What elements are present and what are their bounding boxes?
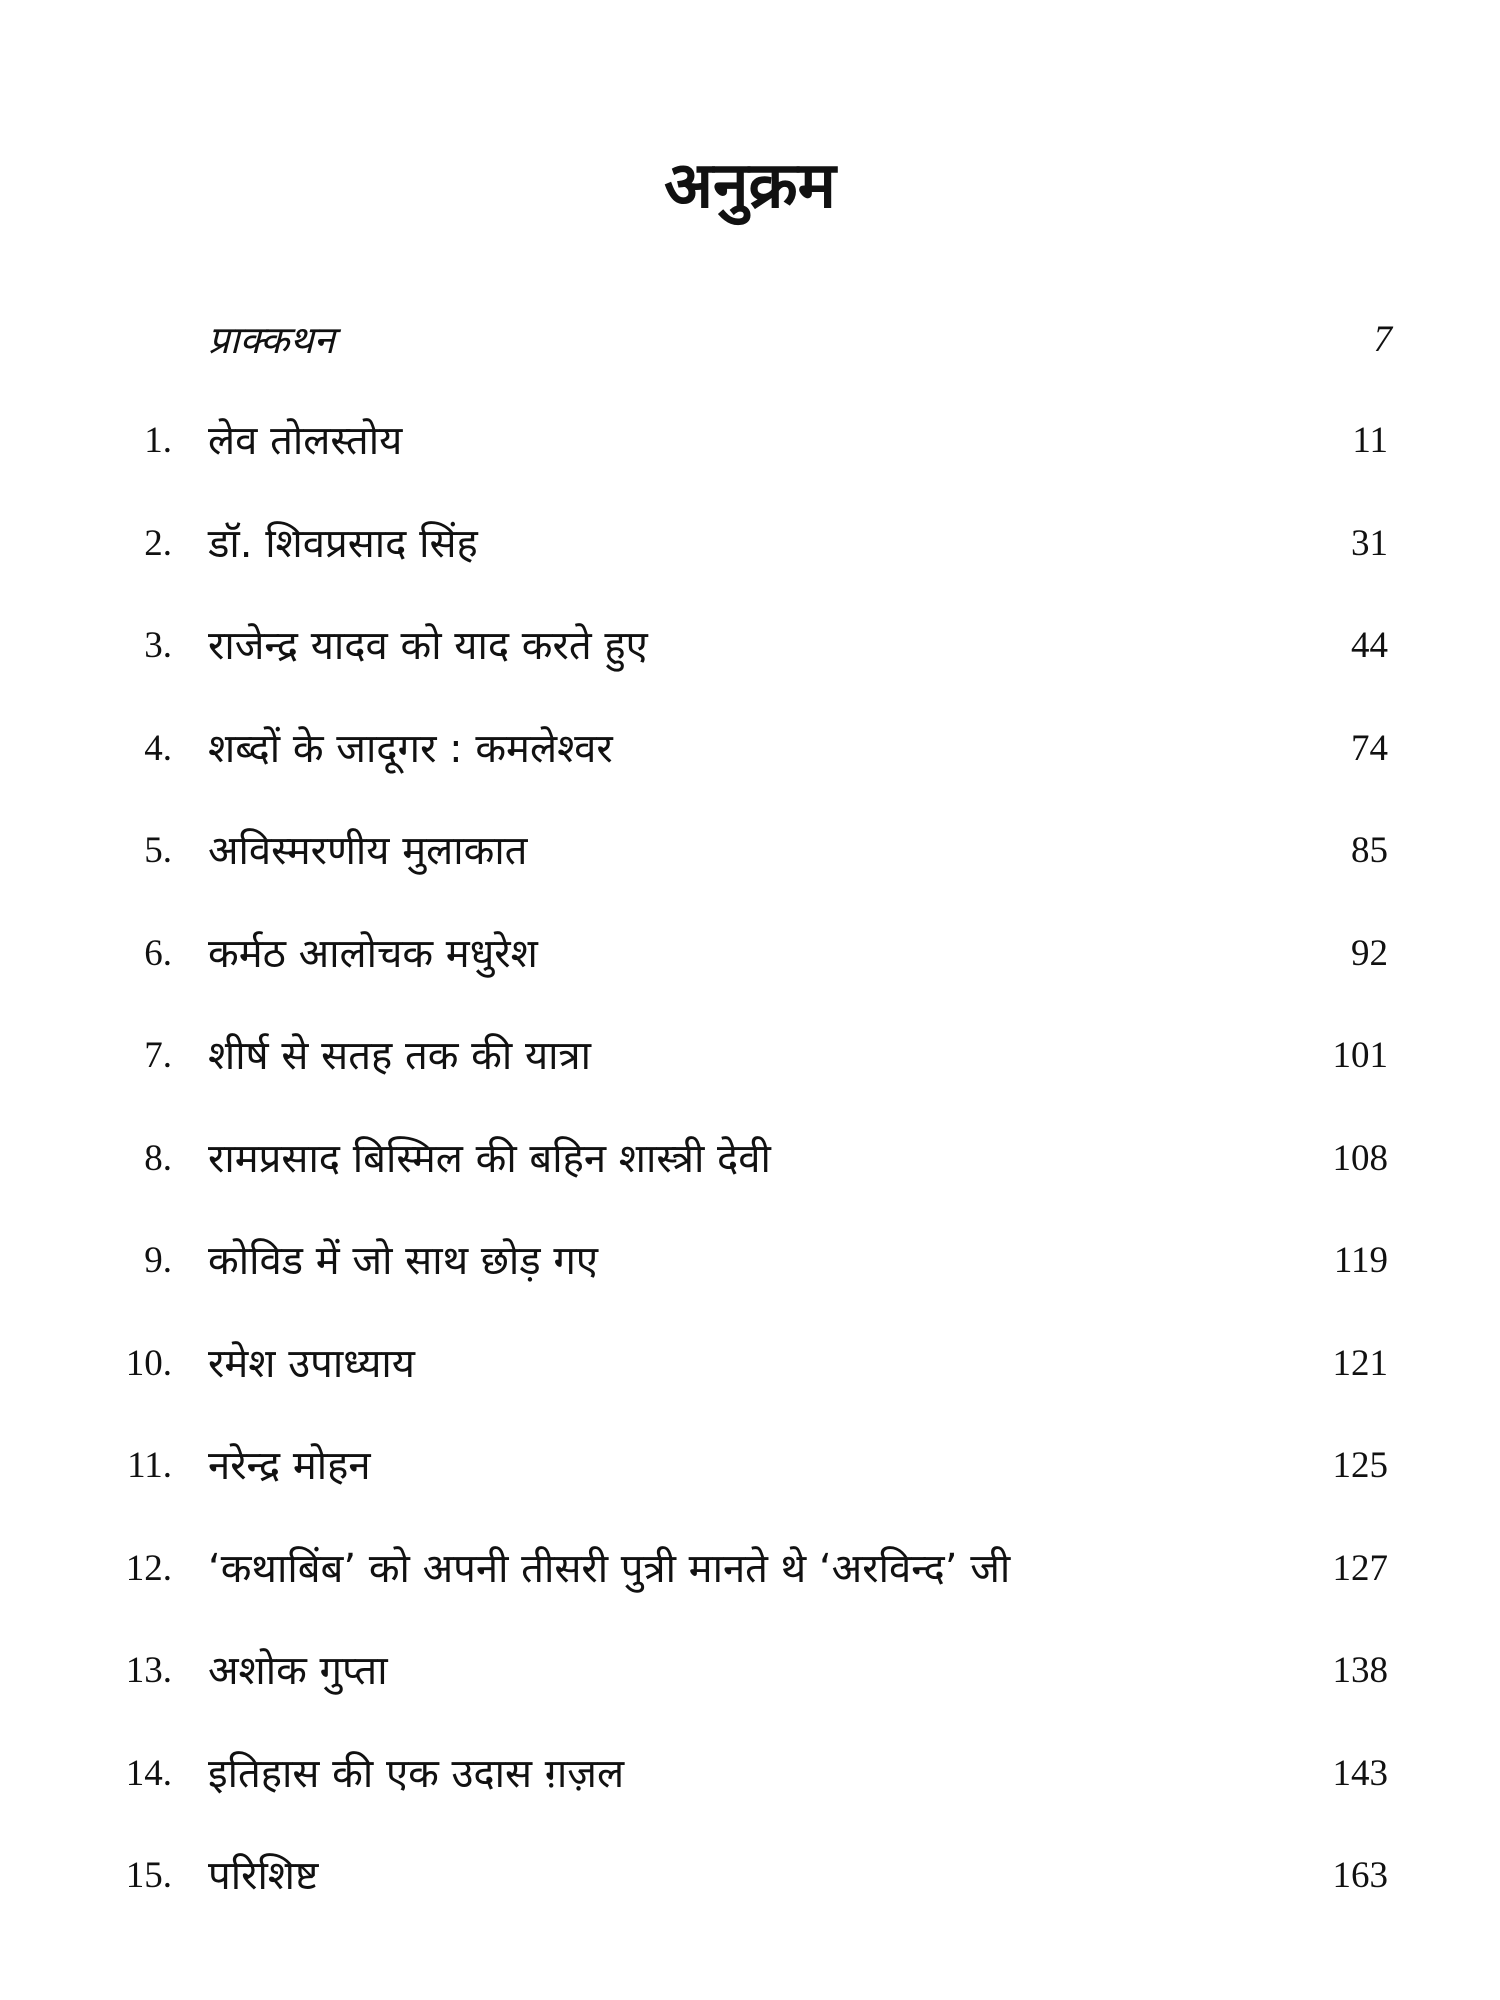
toc-entry-number: 7. bbox=[144, 1035, 172, 1076]
toc-entry-title: कर्मठ आलोचक मधुरेश bbox=[208, 931, 538, 977]
toc-entry-number: 3. bbox=[144, 625, 172, 666]
toc-entry bbox=[0, 1636, 1500, 1706]
toc-entry-page: 92 bbox=[1351, 933, 1388, 974]
toc-entry-title: ‘कथाबिंब’ को अपनी तीसरी पुत्री मानते थे ‘अरविन्द’ जी bbox=[208, 1546, 1011, 1592]
toc-entry bbox=[0, 1841, 1500, 1911]
toc-entry-title: डॉ. शिवप्रसाद सिंह bbox=[208, 521, 478, 567]
toc-entry-title: रामप्रसाद बिस्मिल की बहिन शास्त्री देवी bbox=[208, 1136, 771, 1182]
toc-entry-number: 15. bbox=[125, 1855, 172, 1896]
toc-entry-title: नरेन्द्र मोहन bbox=[208, 1443, 371, 1489]
toc-entry-page: 108 bbox=[1332, 1138, 1388, 1179]
toc-entry-number: 10. bbox=[125, 1343, 172, 1384]
toc-entry-number: 13. bbox=[125, 1650, 172, 1691]
toc-entry bbox=[0, 1534, 1500, 1604]
toc-entry-page: 74 bbox=[1351, 728, 1388, 769]
toc-entry bbox=[0, 919, 1500, 989]
toc-entry bbox=[0, 1739, 1500, 1809]
toc-entry-page: 121 bbox=[1332, 1343, 1388, 1384]
toc-entry-number: 6. bbox=[144, 933, 172, 974]
toc-entry-page: 119 bbox=[1333, 1240, 1388, 1281]
toc-entry-number: 4. bbox=[144, 728, 172, 769]
toc-entry-number: 5. bbox=[144, 830, 172, 871]
toc-entry-page: 7 bbox=[1373, 319, 1392, 360]
toc-entry bbox=[0, 1431, 1500, 1501]
toc-entry-title: इतिहास की एक उदास ग़ज़ल bbox=[208, 1751, 625, 1797]
toc-entry-page: 101 bbox=[1332, 1035, 1388, 1076]
page-title: अनुक्रम bbox=[664, 148, 836, 223]
toc-entry-page: 85 bbox=[1351, 830, 1388, 871]
toc-entry bbox=[0, 816, 1500, 886]
toc-entry-number: 12. bbox=[125, 1548, 172, 1589]
toc-entry-number: 11. bbox=[127, 1445, 172, 1486]
toc-entry bbox=[0, 406, 1500, 476]
toc-entry-page: 125 bbox=[1332, 1445, 1388, 1486]
toc-entry bbox=[0, 1021, 1500, 1091]
toc-entry-title: कोविड में जो साथ छोड़ गए bbox=[208, 1238, 599, 1284]
toc-entry-title: परिशिष्ट bbox=[208, 1853, 319, 1899]
toc-entry bbox=[0, 714, 1500, 784]
toc-entry-title: अशोक गुप्ता bbox=[208, 1648, 388, 1694]
toc-entry-page: 31 bbox=[1351, 523, 1388, 564]
toc-entry-title: शीर्ष से सतह तक की यात्रा bbox=[208, 1033, 591, 1079]
toc-entry-page: 127 bbox=[1332, 1548, 1388, 1589]
toc-entry bbox=[0, 1329, 1500, 1399]
toc-entry-number: 9. bbox=[144, 1240, 172, 1281]
toc-entry-page: 163 bbox=[1332, 1855, 1388, 1896]
toc-entry bbox=[0, 1226, 1500, 1296]
toc-entry-number: 1. bbox=[144, 420, 172, 461]
toc-entry-page: 138 bbox=[1332, 1650, 1388, 1691]
toc-entry-title: लेव तोलस्तोय bbox=[208, 418, 403, 464]
toc-entry-preface bbox=[0, 305, 1500, 375]
toc-entry-number: 14. bbox=[125, 1753, 172, 1794]
toc-entry-title: राजेन्द्र यादव को याद करते हुए bbox=[208, 623, 648, 669]
toc-entry-number: 8. bbox=[144, 1138, 172, 1179]
toc-entry-number: 2. bbox=[144, 523, 172, 564]
toc-entry-title: अविस्मरणीय मुलाकात bbox=[208, 828, 528, 874]
toc-entry-title: प्राक्कथन bbox=[208, 318, 335, 362]
toc-entry bbox=[0, 509, 1500, 579]
toc-entry bbox=[0, 611, 1500, 681]
toc-entry-page: 44 bbox=[1351, 625, 1388, 666]
toc-entry-page: 143 bbox=[1332, 1753, 1388, 1794]
toc-entry-title: रमेश उपाध्याय bbox=[208, 1341, 415, 1387]
toc-entry-page: 11 bbox=[1352, 420, 1388, 461]
toc-entry bbox=[0, 1124, 1500, 1194]
toc-entry-title: शब्दों के जादूगर : कमलेश्वर bbox=[208, 726, 613, 772]
